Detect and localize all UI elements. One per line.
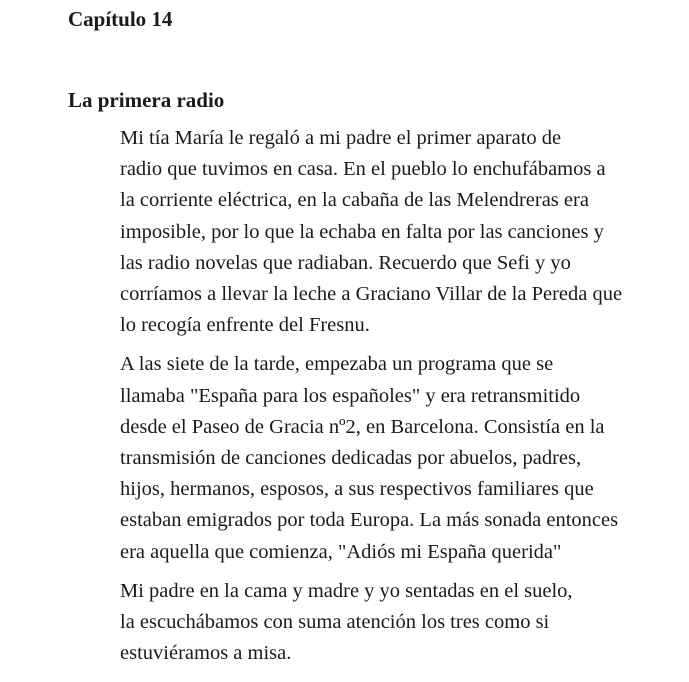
paragraph-line: estaban emigrados por toda Europa. La más sonada entonces (120, 509, 619, 532)
paragraph-line: llamaba "España para los españoles" y era retransmitido (120, 384, 581, 407)
paragraph-line: la corriente eléctrica, en la cabaña de las Melendreras era (120, 189, 589, 212)
paragraph-line: era aquella que comienza, "Adiós mi España querida" (120, 540, 562, 563)
paragraph-line: transmisión de canciones dedicadas por abuelos, padres, (120, 447, 582, 470)
paragraph-line: lo recogía enfrente del Fresnu. (120, 314, 370, 337)
paragraph-line: hijos, hermanos, esposos, a sus respectivos familiares que (120, 478, 594, 501)
paragraph-line: imposible, por lo que la echaba en falta por las canciones y (120, 220, 604, 243)
chapter-title: Capítulo 14 (68, 7, 173, 31)
paragraph-line: corríamos a llevar la leche a Graciano Villar de la Pereda que (120, 283, 623, 306)
paragraph-1 (68, 123, 663, 341)
paragraph-line: las radio novelas que radiaban. Recuerdo que Sefi y yo (120, 251, 571, 274)
paragraph-2 (68, 349, 663, 567)
document-body (68, 123, 663, 677)
paragraph-line: estuviéramos a misa. (120, 642, 292, 665)
paragraph-line: la escuchábamos con suma atención los tres como si (120, 611, 550, 634)
paragraph-line: radio que tuvimos en casa. En el pueblo lo enchufábamos a (120, 158, 606, 181)
paragraph-line: Mi tía María le regaló a mi padre el primer aparato de (120, 127, 562, 149)
paragraph-3 (68, 576, 663, 670)
paragraph-line: desde el Paseo de Gracia nº2, en Barcelona. Consistía en la (120, 415, 605, 438)
section-title: La primera radio (68, 88, 225, 112)
paragraph-line: A las siete de la tarde, empezaba un programa que se (120, 353, 554, 376)
paragraph-line: Mi padre en la cama y madre y yo sentadas en el suelo, (120, 579, 573, 602)
